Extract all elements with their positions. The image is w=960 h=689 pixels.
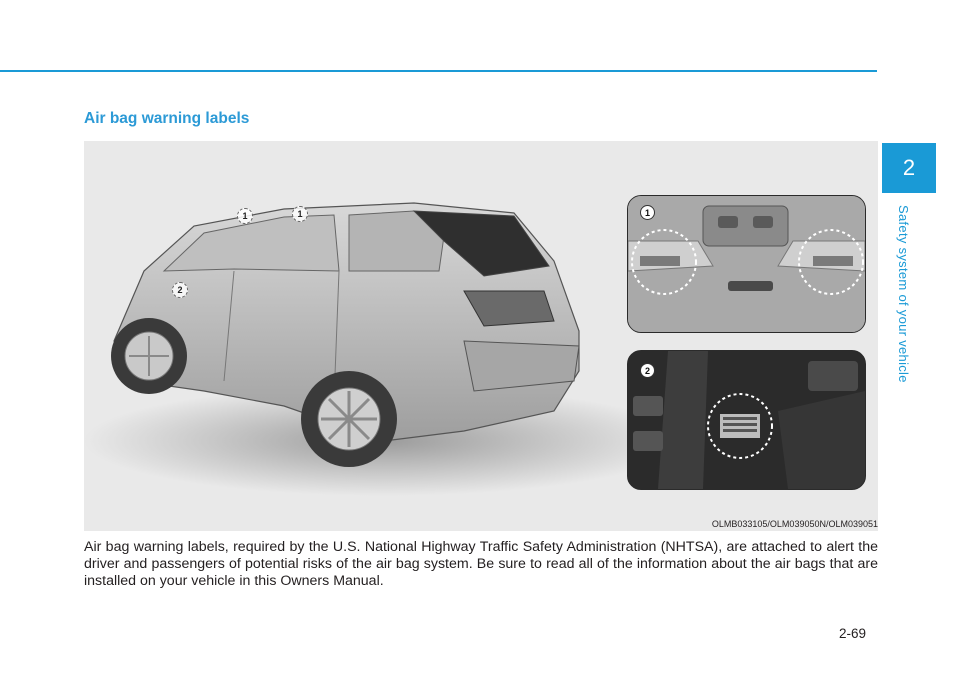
chapter-tab: [882, 143, 960, 403]
section-title: Air bag warning labels: [84, 110, 250, 127]
inset-label-2: 2: [640, 363, 655, 378]
body-paragraph: Air bag warning labels, required by the U.S. National Highway Traffic Safety Administration (NHTSA), are attached to alert the driver and passengers of potential risks of the air bag system. Be sure to read all of the information about the air bags that are installed on your vehicle in this Owners Manual.: [84, 539, 878, 589]
page-number: 2-69: [839, 626, 867, 641]
sun-visor-inset: [627, 195, 866, 333]
inset-label-1: 1: [640, 205, 655, 220]
chapter-number: 2: [882, 143, 936, 193]
chapter-title: Safety system of your vehicle: [896, 205, 911, 383]
callout-label-1a: 1: [237, 208, 253, 224]
callout-label-2: 2: [172, 282, 188, 298]
figure-code: OLMB033105/OLM039050N/OLM039051: [711, 519, 878, 529]
airbag-label-illustration: [84, 141, 878, 531]
callout-label-1b: 1: [292, 206, 308, 222]
sun-visor-illustration: [628, 196, 865, 332]
header-rule: [0, 70, 877, 72]
dashboard-side-inset: [627, 350, 866, 490]
dashboard-illustration: [628, 351, 865, 489]
